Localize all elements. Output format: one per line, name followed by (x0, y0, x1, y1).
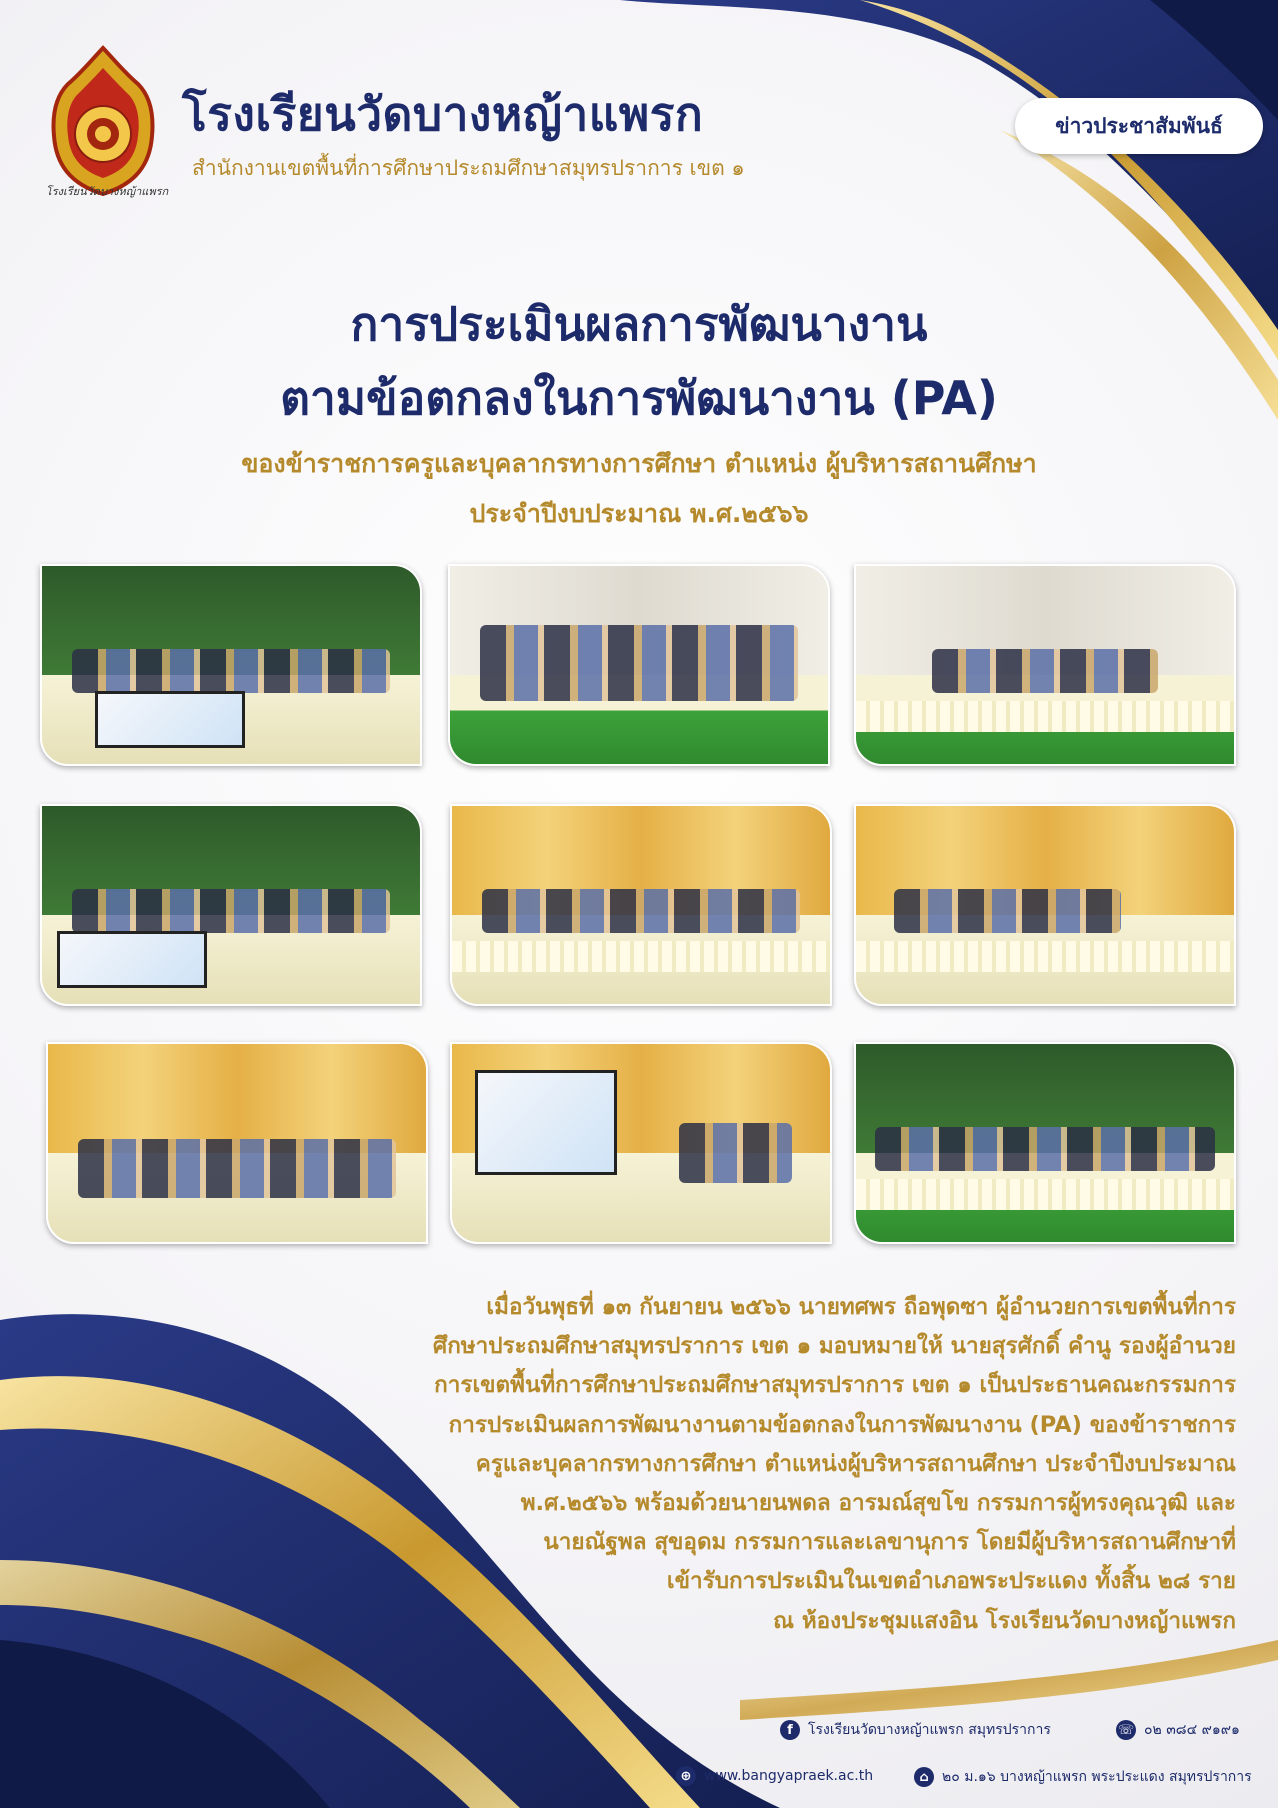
body-line: การประเมินผลการพัฒนางานตามข้อตกลงในการพัฒนางาน (PA) ของข้าราชการ (448, 1411, 1236, 1438)
phone-label: ๐๒ ๓๘๔ ๙๑๙๑ (1144, 1722, 1240, 1738)
body-line: ศึกษาประถมศึกษาสมุทรปราการ เขต ๑ มอบหมายให้ นายสุรศักดิ์ คำนู รองผู้อำนวย (432, 1333, 1236, 1360)
news-badge: ข่าวประชาสัมพันธ์ (1015, 98, 1263, 154)
event-photo (40, 564, 422, 766)
subheadline-line-1: ของข้าราชการครูและบุคลากรทางการศึกษา ตำแหน่ง ผู้บริหารสถานศึกษา (241, 449, 1037, 478)
body-line: การเขตพื้นที่การศึกษาประถมศึกษาสมุทรปราการ เขต ๑ เป็นประธานคณะกรรมการ (434, 1372, 1236, 1399)
phone-icon: ☏ (1116, 1720, 1136, 1740)
facebook-label: โรงเรียนวัดบางหญ้าแพรก สมุทรปราการ (808, 1722, 1051, 1738)
globe-icon: ⊕ (676, 1766, 696, 1786)
event-photo (450, 804, 832, 1006)
event-photo (46, 1042, 428, 1244)
event-photo (450, 1042, 832, 1244)
body-line: เข้ารับการประเมินในเขตอำเภอพระประแดง ทั้งสิ้น ๒๘ ราย (666, 1568, 1236, 1595)
facebook-icon: f (780, 1720, 800, 1740)
logo-caption: โรงเรียนวัดบางหญ้าแพรก (45, 185, 169, 198)
address-label: ๒๐ ม.๑๖ บางหญ้าแพรก พระประแดง สมุทรปราการ (942, 1769, 1252, 1785)
body-line: เมื่อวันพุธที่ ๑๓ กันยายน ๒๕๖๖ นายทศพร ถือพุดซา ผู้อำนวยการเขตพื้นที่การ (486, 1294, 1236, 1320)
event-photo (40, 804, 422, 1006)
home-icon: ⌂ (914, 1767, 934, 1787)
headline-line-1: การประเมินผลการพัฒนางาน (350, 297, 928, 351)
event-photo (854, 1042, 1236, 1244)
body-line: พ.ศ.๒๕๖๖ พร้อมด้วยนายนพดล อารมณ์สุขโข กรรมการผู้ทรงคุณวุฒิ และ (520, 1490, 1236, 1517)
footer-website[interactable] (676, 1766, 873, 1786)
news-body (236, 1288, 1236, 1641)
body-line: นายณัฐพล สุขอุดม กรรมการและเลขานุการ โดยมีผู้บริหารสถานศึกษาที่ (543, 1529, 1236, 1556)
footer-phone[interactable] (1116, 1719, 1240, 1741)
footer-facebook[interactable] (780, 1719, 1051, 1741)
body-line: ครูและบุคลากรทางการศึกษา ตำแหน่งผู้บริหารสถานศึกษา ประจำปีงบประมาณ (475, 1450, 1236, 1477)
school-name: โรงเรียนวัดบางหญ้าแพรก (182, 87, 704, 141)
headline-line-2: ตามข้อตกลงในการพัฒนางาน (PA) (280, 371, 998, 425)
event-photo (854, 804, 1236, 1006)
website-label: www.bangyapraek.ac.th (704, 1768, 874, 1784)
footer-address (914, 1766, 1252, 1788)
subheadline-line-2: ประจำปีงบประมาณ พ.ศ.๒๕๖๖ (469, 499, 809, 528)
education-office: สำนักงานเขตพื้นที่การศึกษาประถมศึกษาสมุทรปราการ เขต ๑ (192, 156, 745, 180)
event-photo (448, 564, 830, 766)
school-logo-icon (48, 44, 158, 204)
event-photo (854, 564, 1236, 766)
body-line: ณ ห้องประชุมแสงอิน โรงเรียนวัดบางหญ้าแพรก (773, 1607, 1236, 1634)
